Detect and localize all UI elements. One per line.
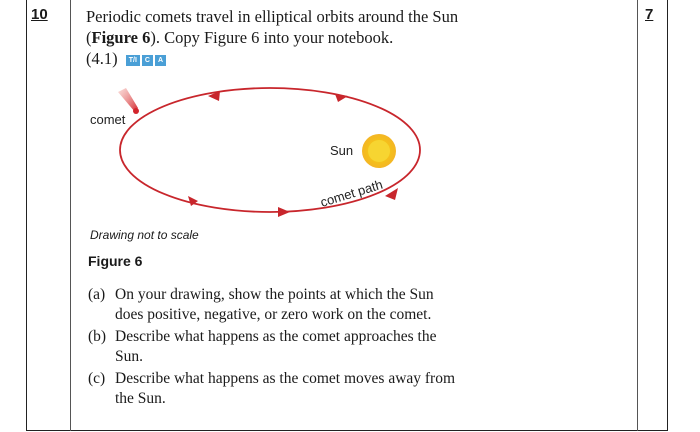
question-number: 10 bbox=[31, 6, 48, 23]
part-a bbox=[88, 285, 458, 324]
tag-ti: T/I bbox=[126, 55, 140, 66]
intro-text-after: ). Copy Figure 6 into your notebook. bbox=[150, 28, 394, 47]
comet-icon bbox=[133, 108, 139, 114]
orbit-diagram bbox=[80, 80, 440, 230]
sun-core bbox=[368, 140, 390, 162]
arrow-top-right bbox=[335, 94, 348, 102]
question-marks: 7 bbox=[645, 6, 654, 23]
intro-text-before: Periodic comets travel in elliptical orbits around the Sun ( bbox=[86, 7, 459, 47]
scale-note: Drawing not to scale bbox=[90, 228, 199, 242]
part-b bbox=[88, 327, 458, 366]
tag-a: A bbox=[155, 55, 166, 66]
part-a-label: (a) bbox=[88, 286, 106, 303]
intro-figure-ref: Figure 6 bbox=[91, 28, 151, 47]
arrow-bottom bbox=[278, 207, 290, 217]
section-ref: (4.1) bbox=[86, 49, 118, 68]
part-a-text: On your drawing, show the points at which the Sun does positive, negative, or zero work on the comet. bbox=[115, 286, 434, 323]
sun-label: Sun bbox=[330, 143, 354, 158]
question-intro bbox=[86, 6, 486, 69]
part-c-label: (c) bbox=[88, 370, 106, 387]
column-divider-left bbox=[70, 0, 71, 431]
tag-c: C bbox=[142, 55, 153, 66]
comet-label: comet bbox=[90, 112, 126, 127]
part-c-text: Describe what happens as the comet moves away from the Sun. bbox=[115, 370, 456, 407]
skill-tags bbox=[126, 55, 166, 66]
part-c bbox=[88, 369, 458, 408]
comet-path-label: comet path bbox=[318, 176, 385, 210]
column-divider-right bbox=[637, 0, 638, 431]
question-parts bbox=[88, 285, 458, 411]
part-b-text: Describe what happens as the comet approaches the Sun. bbox=[115, 328, 437, 365]
part-b-label: (b) bbox=[88, 328, 107, 345]
figure-caption: Figure 6 bbox=[88, 253, 143, 269]
